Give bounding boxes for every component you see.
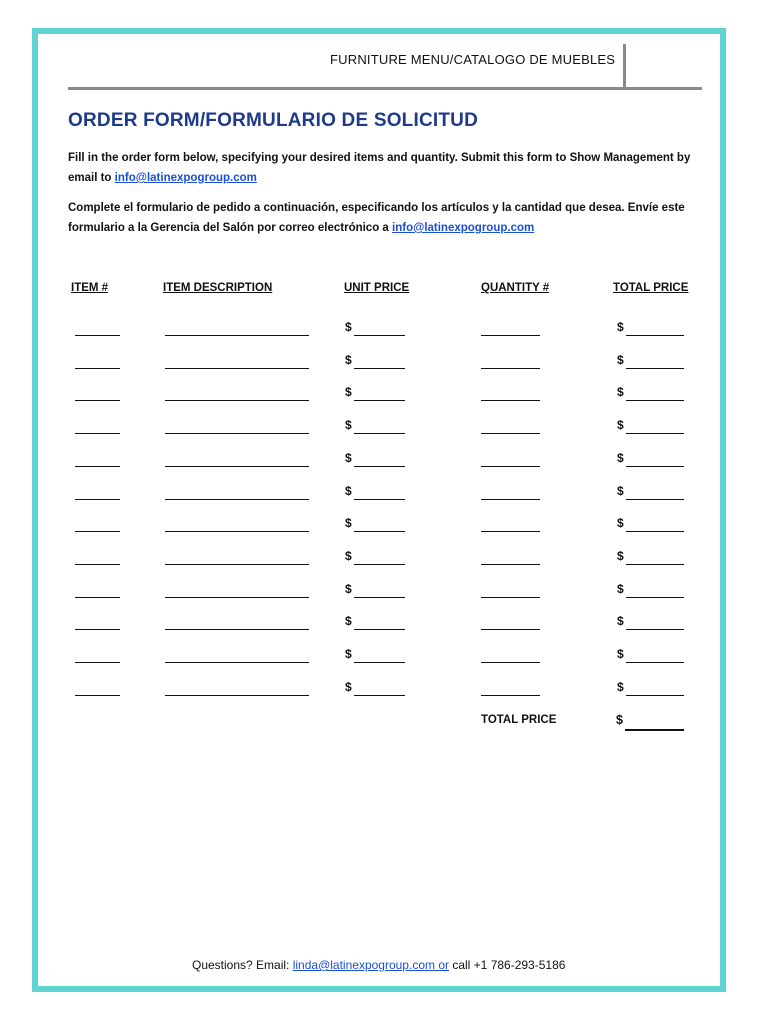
total-price-currency-row: $ xyxy=(617,549,624,563)
column-header-description: ITEM DESCRIPTION xyxy=(163,282,273,294)
unit-price-field[interactable] xyxy=(354,466,405,467)
total-price-label: TOTAL PRICE xyxy=(481,714,557,726)
item-description-field[interactable] xyxy=(165,433,309,434)
unit-price-field[interactable] xyxy=(354,597,405,598)
instructions-spanish-text: Complete el formulario de pedido a continuación, especificando los artículos y la cantidad que desea. Envíe este formulario a la Gerencia del Salón por correo electrónico a xyxy=(68,202,685,234)
footer-contact xyxy=(192,958,565,972)
unit-price-field[interactable] xyxy=(354,433,405,434)
unit-price-currency: $ xyxy=(345,516,352,530)
item-description-field[interactable] xyxy=(165,466,309,467)
row-total-price-field[interactable] xyxy=(626,368,684,369)
unit-price-field[interactable] xyxy=(354,629,405,630)
unit-price-currency: $ xyxy=(345,549,352,563)
unit-price-currency: $ xyxy=(345,582,352,596)
unit-price-currency: $ xyxy=(345,680,352,694)
item-description-field[interactable] xyxy=(165,499,309,500)
unit-price-field[interactable] xyxy=(354,400,405,401)
unit-price-currency: $ xyxy=(345,353,352,367)
header-title: FURNITURE MENU/CATALOGO DE MUEBLES xyxy=(330,52,616,67)
row-total-price-field[interactable] xyxy=(626,335,684,336)
item-number-field[interactable] xyxy=(75,662,120,663)
total-price-currency-row: $ xyxy=(617,385,624,399)
footer-prefix: Questions? Email: xyxy=(192,958,293,972)
row-total-price-field[interactable] xyxy=(626,531,684,532)
form-title: ORDER FORM/FORMULARIO DE SOLICITUD xyxy=(68,110,479,131)
quantity-field[interactable] xyxy=(481,597,540,598)
item-number-field[interactable] xyxy=(75,368,120,369)
column-header-unit-price: UNIT PRICE xyxy=(344,282,410,294)
total-price-currency-row: $ xyxy=(617,320,624,334)
item-number-field[interactable] xyxy=(75,400,120,401)
item-number-field[interactable] xyxy=(75,466,120,467)
unit-price-currency: $ xyxy=(345,418,352,432)
row-total-price-field[interactable] xyxy=(626,499,684,500)
item-number-field[interactable] xyxy=(75,433,120,434)
unit-price-currency: $ xyxy=(345,385,352,399)
unit-price-currency: $ xyxy=(345,484,352,498)
instructions-english xyxy=(68,148,708,188)
column-header-item: ITEM # xyxy=(71,282,109,294)
unit-price-currency: $ xyxy=(345,320,352,334)
quantity-field[interactable] xyxy=(481,400,540,401)
total-price-currency-row: $ xyxy=(617,614,624,628)
quantity-field[interactable] xyxy=(481,531,540,532)
item-number-field[interactable] xyxy=(75,597,120,598)
unit-price-field[interactable] xyxy=(354,531,405,532)
quantity-field[interactable] xyxy=(481,629,540,630)
item-description-field[interactable] xyxy=(165,629,309,630)
column-header-total-price: TOTAL PRICE xyxy=(613,282,689,294)
quantity-field[interactable] xyxy=(481,368,540,369)
total-price-currency-row: $ xyxy=(617,353,624,367)
footer-email-link[interactable]: linda@latinexpogroup.com or xyxy=(292,958,449,972)
header-divider-vertical xyxy=(623,44,626,88)
row-total-price-field[interactable] xyxy=(626,662,684,663)
quantity-field[interactable] xyxy=(481,695,540,696)
row-total-price-field[interactable] xyxy=(626,400,684,401)
unit-price-currency: $ xyxy=(345,647,352,661)
unit-price-field[interactable] xyxy=(354,695,405,696)
email-link[interactable]: info@latinexpogroup.com xyxy=(114,172,257,184)
total-price-currency-row: $ xyxy=(617,484,624,498)
row-total-price-field[interactable] xyxy=(626,433,684,434)
item-description-field[interactable] xyxy=(165,368,309,369)
total-price-field[interactable] xyxy=(625,729,684,731)
quantity-field[interactable] xyxy=(481,662,540,663)
item-description-field[interactable] xyxy=(165,400,309,401)
unit-price-field[interactable] xyxy=(354,662,405,663)
item-number-field[interactable] xyxy=(75,695,120,696)
unit-price-field[interactable] xyxy=(354,368,405,369)
unit-price-field[interactable] xyxy=(354,335,405,336)
item-number-field[interactable] xyxy=(75,499,120,500)
total-price-currency-row: $ xyxy=(617,418,624,432)
unit-price-currency: $ xyxy=(345,614,352,628)
email-link-es[interactable]: info@latinexpogroup.com xyxy=(392,222,535,234)
instructions-spanish xyxy=(68,198,708,238)
total-price-currency-row: $ xyxy=(617,516,624,530)
item-description-field[interactable] xyxy=(165,564,309,565)
total-price-currency-row: $ xyxy=(617,680,624,694)
row-total-price-field[interactable] xyxy=(626,597,684,598)
quantity-field[interactable] xyxy=(481,564,540,565)
total-price-currency-row: $ xyxy=(617,451,624,465)
item-number-field[interactable] xyxy=(75,629,120,630)
item-description-field[interactable] xyxy=(165,662,309,663)
row-total-price-field[interactable] xyxy=(626,466,684,467)
item-description-field[interactable] xyxy=(165,531,309,532)
item-number-field[interactable] xyxy=(75,564,120,565)
item-number-field[interactable] xyxy=(75,531,120,532)
quantity-field[interactable] xyxy=(481,499,540,500)
row-total-price-field[interactable] xyxy=(626,629,684,630)
quantity-field[interactable] xyxy=(481,433,540,434)
column-header-quantity: QUANTITY # xyxy=(481,282,550,294)
instructions-english-text: Fill in the order form below, specifying your desired items and quantity. Submit this form to Show Management by email to xyxy=(68,152,691,184)
item-description-field[interactable] xyxy=(165,335,309,336)
quantity-field[interactable] xyxy=(481,466,540,467)
item-description-field[interactable] xyxy=(165,695,309,696)
unit-price-field[interactable] xyxy=(354,564,405,565)
total-price-currency: $ xyxy=(616,713,623,727)
header-divider-horizontal xyxy=(68,87,702,90)
quantity-field[interactable] xyxy=(481,335,540,336)
total-price-currency-row: $ xyxy=(617,647,624,661)
unit-price-field[interactable] xyxy=(354,499,405,500)
total-price-currency-row: $ xyxy=(617,582,624,596)
row-total-price-field[interactable] xyxy=(626,695,684,696)
row-total-price-field[interactable] xyxy=(626,564,684,565)
item-description-field[interactable] xyxy=(165,597,309,598)
unit-price-currency: $ xyxy=(345,451,352,465)
item-number-field[interactable] xyxy=(75,335,120,336)
footer-phone: call +1 786-293-5186 xyxy=(449,958,566,972)
